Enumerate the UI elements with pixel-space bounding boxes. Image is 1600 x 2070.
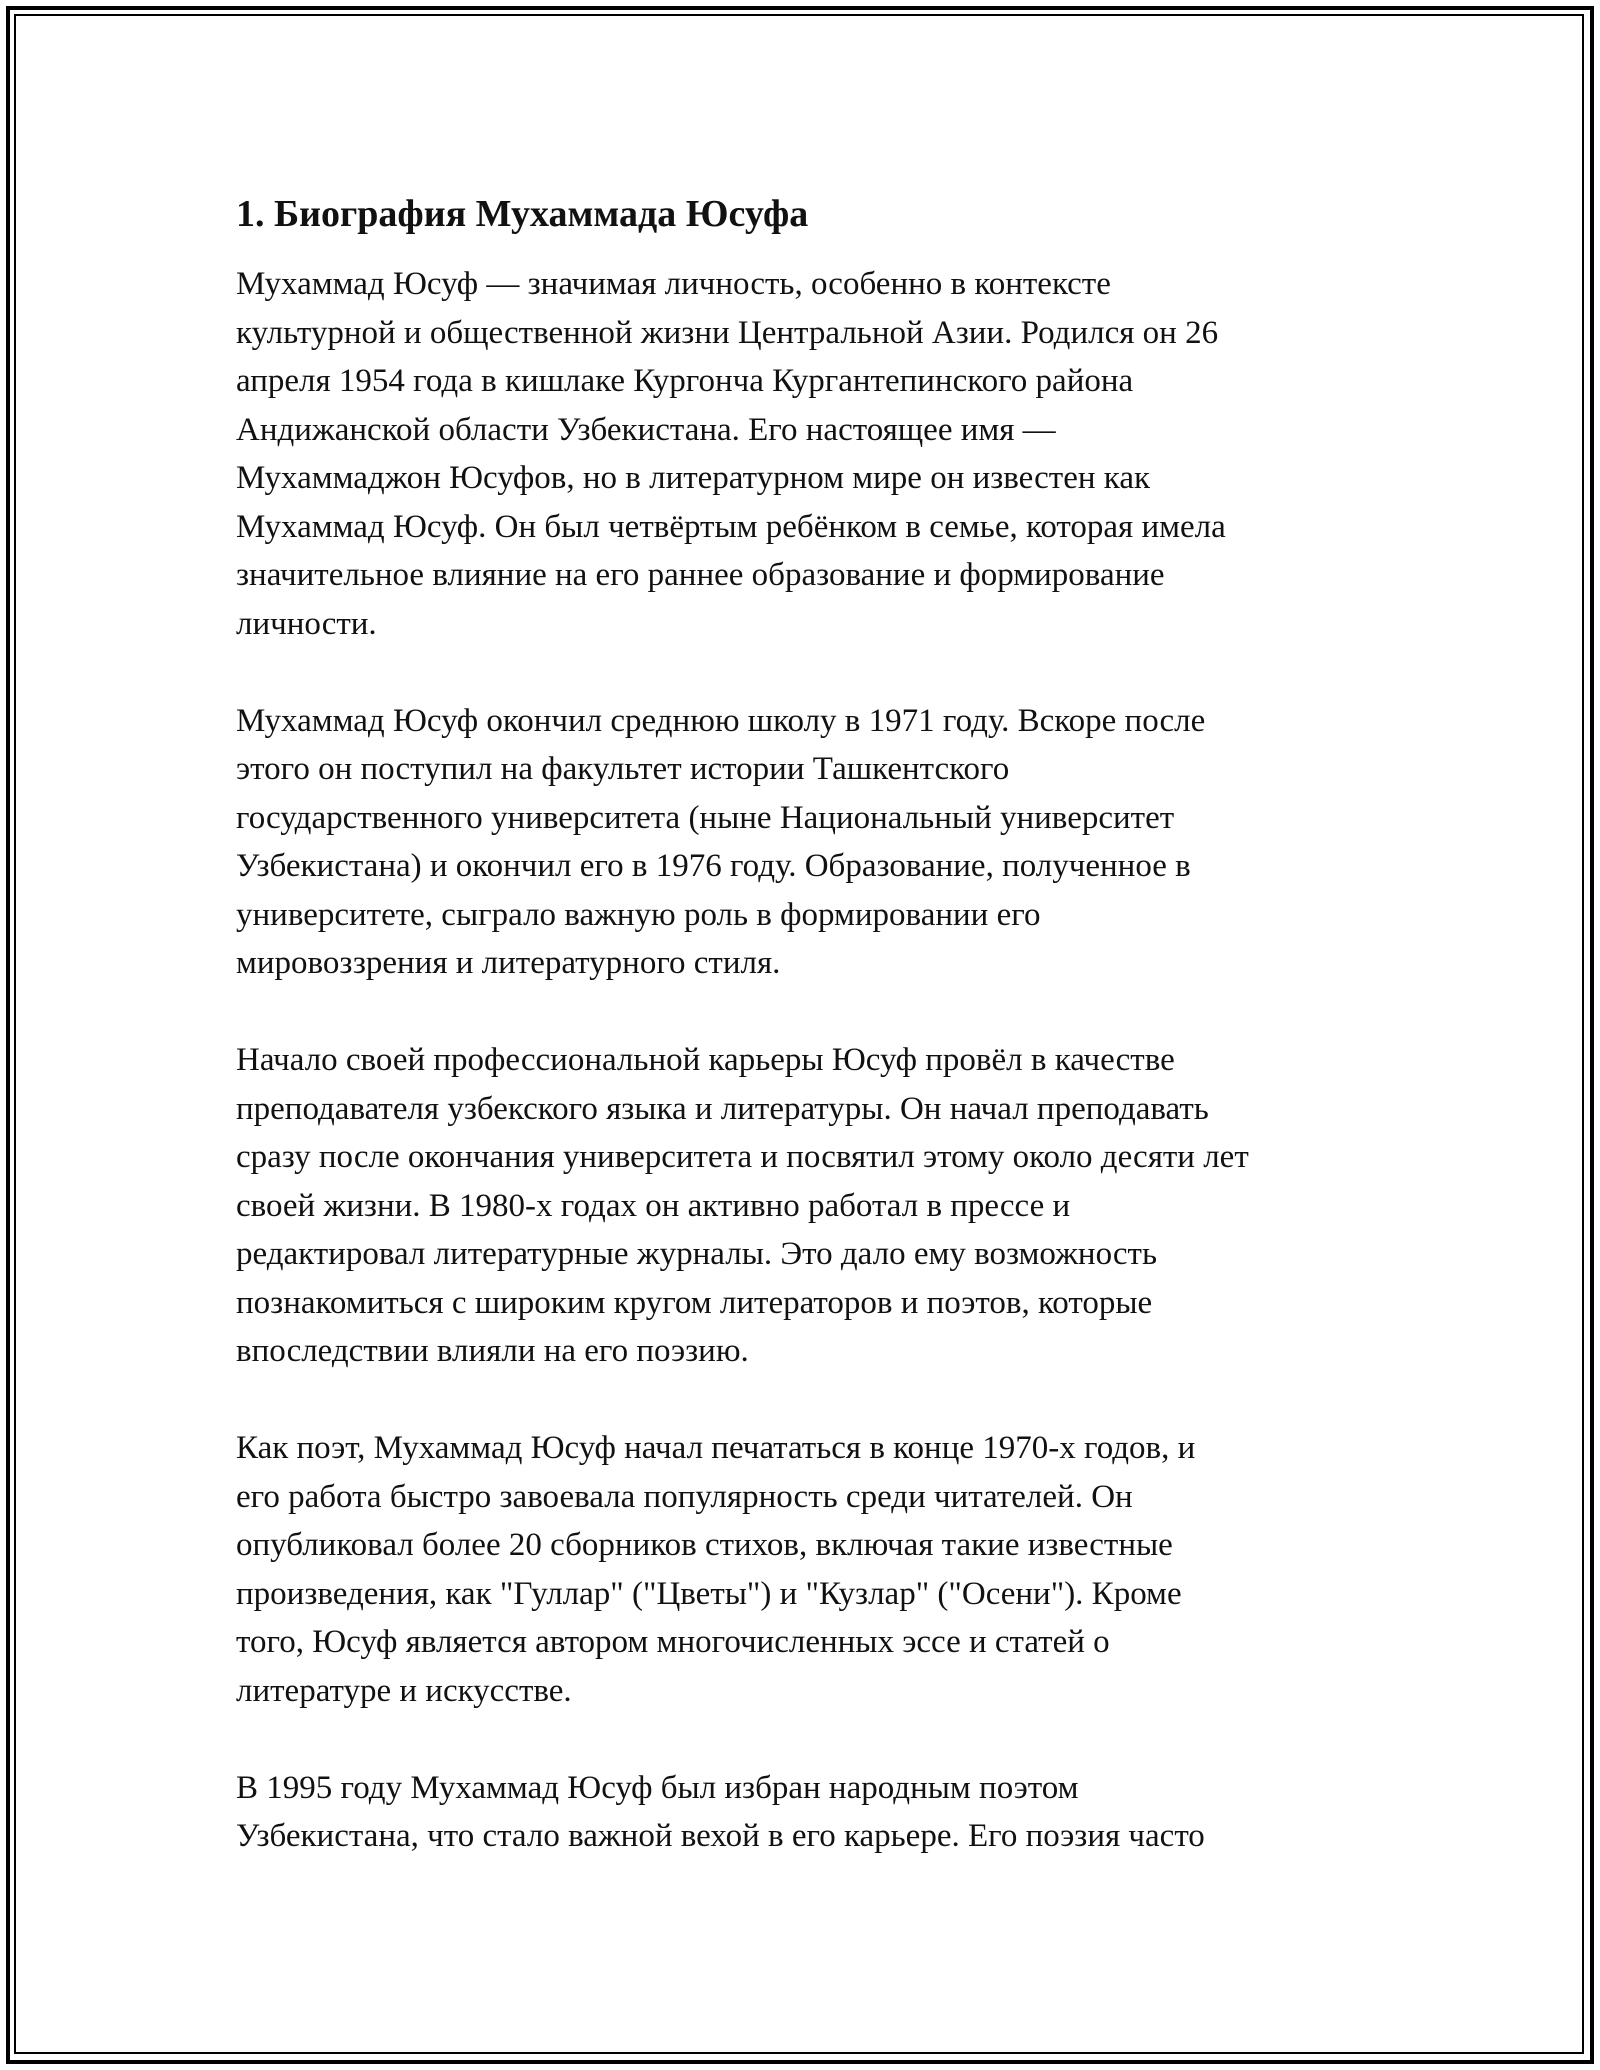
text-line: того, Юсуф является автором многочисленных эссе и статей о — [236, 1624, 1110, 1660]
text-line: литературе и искусстве. — [236, 1672, 572, 1709]
text-line: Узбекистана, что стало важной вехой в его карьере. Его поэзия часто — [236, 1818, 1205, 1854]
text-line: значительное влияние на его раннее образование и формирование — [236, 557, 1165, 593]
text-line: В 1995 году Мухаммад Юсуф был избран народным поэтом — [236, 1769, 1079, 1806]
section-heading: 1. Биография Мухаммада Юсуфа — [236, 193, 809, 235]
text-line: сразу после окончания университета и посвятил этому около десяти лет — [236, 1139, 1249, 1175]
text-line: государственного университета (ныне Национальный университет — [236, 799, 1175, 836]
paragraph — [236, 697, 1386, 988]
text-line: апреля 1954 года в кишлаке Кургонча Кургантепинского района — [236, 363, 1134, 399]
text-line: мировоззрения и литературного стиля. — [236, 945, 781, 981]
text-line: личности. — [236, 605, 377, 642]
document-body — [236, 260, 1386, 1861]
text-line: этого он поступил на факультет истории Ташкентского — [236, 751, 1010, 787]
text-line: впоследствии влияли на его поэзию. — [236, 1333, 749, 1369]
text-line: редактировал литературные журналы. Это дало ему возможность — [236, 1236, 1158, 1272]
paragraph — [236, 1036, 1386, 1376]
document-page — [236, 188, 1386, 1909]
text-line: Узбекистана) и окончил его в 1976 году. Образование, полученное в — [236, 848, 1191, 884]
text-line: Мухаммаджон Юсуфов, но в литературном мире он известен как — [236, 460, 1150, 496]
text-line: Как поэт, Мухаммад Юсуф начал печататься в конце 1970-х годов, и — [236, 1430, 1196, 1466]
paragraph — [236, 1424, 1386, 1715]
text-line: познакомиться с широким кругом литераторов и поэтов, которые — [236, 1284, 1153, 1321]
paragraph — [236, 260, 1386, 648]
text-line: его работа быстро завоевала популярность среди читателей. Он — [236, 1478, 1133, 1515]
text-line: Мухаммад Юсуф — значимая личность, особенно в контексте — [236, 266, 1111, 302]
text-line: университете, сыграло важную роль в формировании его — [236, 896, 1041, 933]
text-line: опубликовал более 20 сборников стихов, включая такие известные — [236, 1527, 1173, 1563]
text-line: Андижанской области Узбекистана. Его настоящее имя — — [236, 411, 1056, 448]
text-line: Начало своей профессиональной карьеры Юсуф провёл в качестве — [236, 1042, 1175, 1078]
text-line: Мухаммад Юсуф. Он был четвёртым ребёнком в семье, которая имела — [236, 508, 1226, 545]
text-line: произведения, как "Гуллар" ("Цветы") и "Кузлар" ("Осени"). Кроме — [236, 1575, 1182, 1612]
text-line: своей жизни. В 1980-х годах он активно работал в прессе и — [236, 1187, 1071, 1224]
paragraph — [236, 1764, 1386, 1861]
text-line: культурной и общественной жизни Центральной Азии. Родился он 26 — [236, 314, 1219, 351]
text-line: преподавателя узбекского языка и литературы. Он начал преподавать — [236, 1090, 1209, 1127]
text-line: Мухаммад Юсуф окончил среднюю школу в 1971 году. Вскоре после — [236, 702, 1206, 739]
